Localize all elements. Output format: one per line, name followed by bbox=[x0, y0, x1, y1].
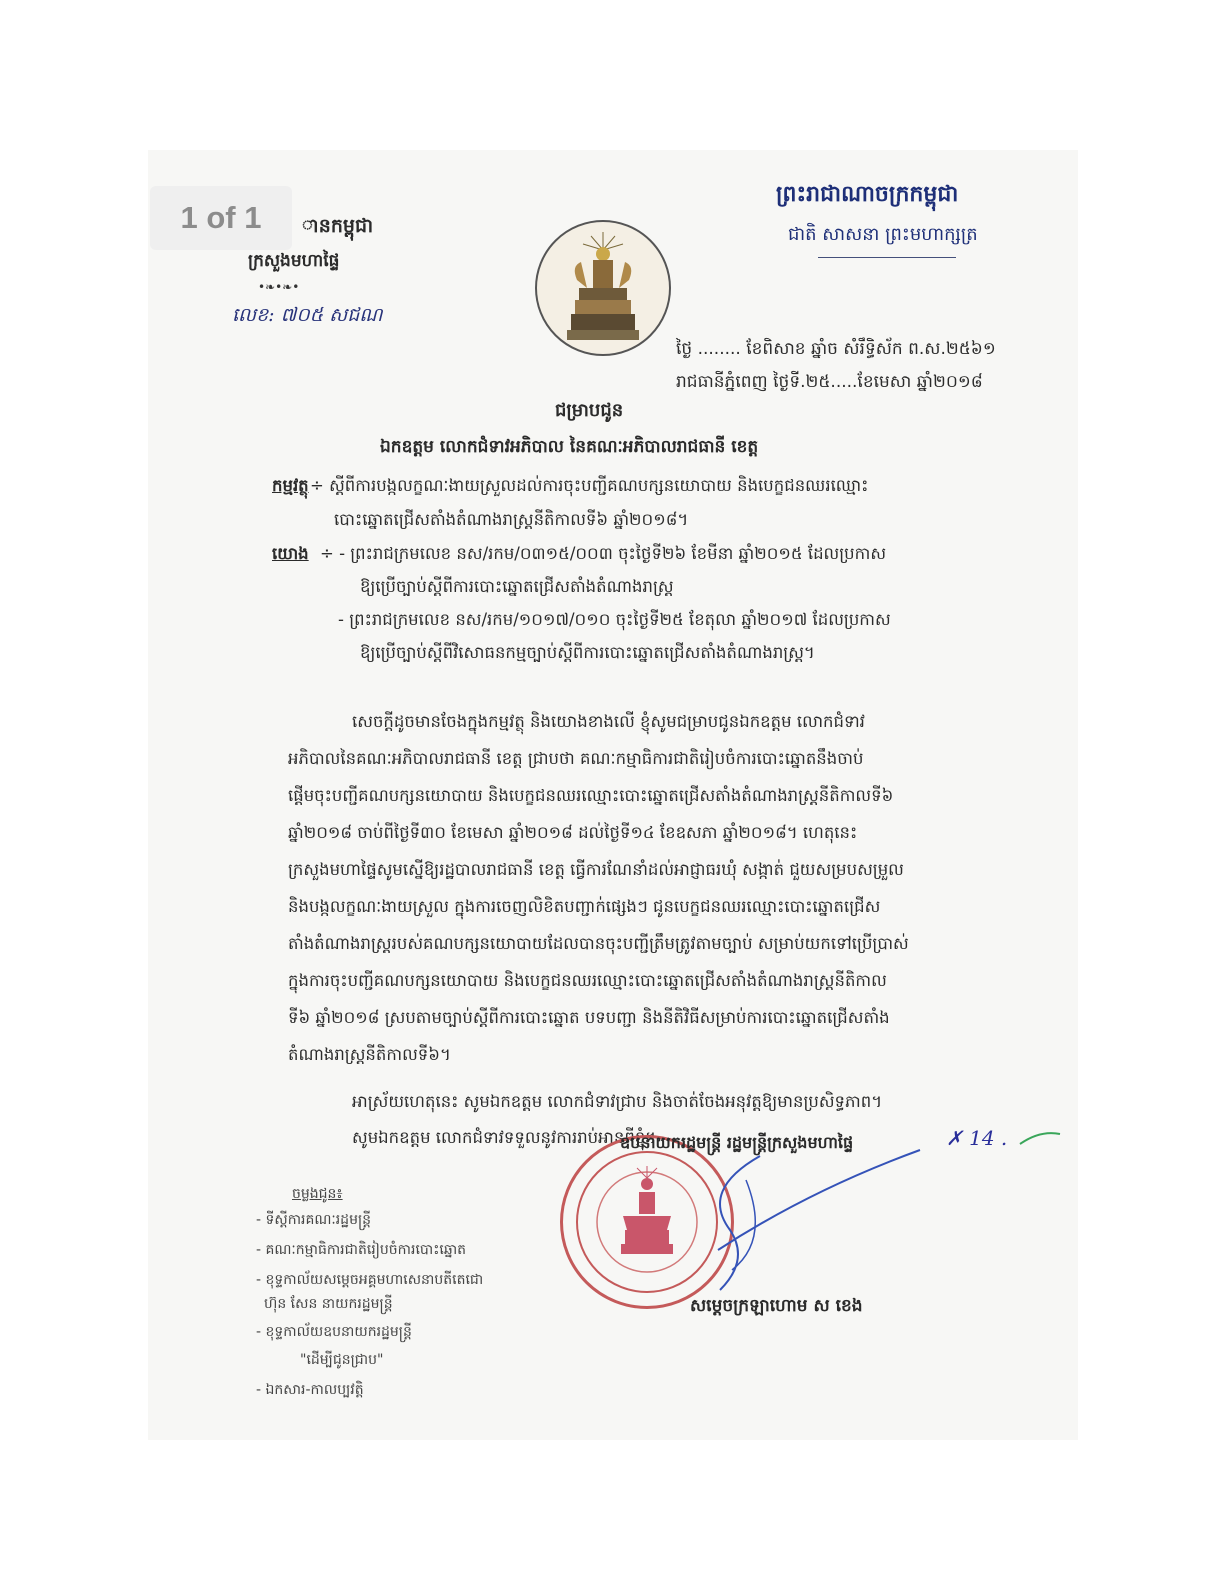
subject-line-2: បោះឆ្នោតជ្រើសតាំងតំណាងរាស្ត្រនីតិកាលទី៦ ឆ្នាំ២០១៨។ bbox=[334, 510, 689, 529]
copy-to-item: - ខុទ្ទកាល័យសម្តេចអគ្គមហាសេនាបតីតេជោ bbox=[256, 1272, 484, 1288]
copy-to-item: ហ៊ុន សែន នាយករដ្ឋមន្ត្រី bbox=[264, 1296, 393, 1312]
copy-to-item: - ខុទ្ទកាល័យឧបនាយករដ្ឋមន្ត្រី bbox=[256, 1324, 412, 1340]
body-line: ទី៦ ឆ្នាំ២០១៨ ស្របតាមច្បាប់ស្តីពីការបោះឆ្នោត បទបញ្ជា និងនីតិវិធីសម្រាប់ការបោះឆ្នោតជ្រើសតាំង bbox=[288, 1008, 890, 1027]
subject-label: កម្មវត្ថុ bbox=[272, 476, 309, 495]
ornament-divider: •❧•❧• bbox=[258, 280, 300, 294]
reference-1-line-1: ÷ - ព្រះរាជក្រមលេខ នស/រកម/០៣១៥/០០៣ ចុះថ្ងៃទី២៦ ខែមីនា ឆ្នាំ២០១៥ ដែលប្រកាស bbox=[320, 544, 887, 563]
body-line: ឆ្នាំ២០១៨ ចាប់ពីថ្ងៃទី៣០ ខែមេសា ឆ្នាំ២០១៨ ដល់ថ្ងៃទី១៤ ខែឧសភា ឆ្នាំ២០១៨។ ហេតុនេះ bbox=[288, 823, 858, 842]
copy-to-item: "ដើម្បីជូនជ្រាប" bbox=[300, 1352, 384, 1368]
subject-line-1: ÷ ស្តីពីការបង្កលក្ខណៈងាយស្រួលដល់ការចុះបញ្ជីគណបក្សនយោបាយ និងបេក្ខជនឈរឈ្មោះ bbox=[310, 476, 869, 495]
reference-2-line-1: - ព្រះរាជក្រមលេខ នស/រកម/១០១៧/០១០ ចុះថ្ងៃទី២៥ ខែតុលា ឆ្នាំ២០១៧ ដែលប្រកាស bbox=[338, 610, 891, 629]
reference-1-line-2: ឱ្យប្រើច្បាប់ស្តីពីការបោះឆ្នោតជ្រើសតាំងតំណាងរាស្ត្រ bbox=[360, 577, 674, 596]
page-indicator: 1 of 1 bbox=[150, 186, 292, 250]
body-line: តាំងតំណាងរាស្ត្ររបស់គណបក្សនយោបាយដែលបានចុះបញ្ជីត្រឹមត្រូវតាមច្បាប់ សម្រាប់យកទៅប្រើប្រាស់ bbox=[288, 934, 909, 953]
handwritten-note: ✗ 14 . bbox=[946, 1126, 1008, 1150]
to-heading: ជម្រាបជូន bbox=[555, 400, 624, 421]
reference-2-line-2: ឱ្យប្រើច្បាប់ស្តីពីវិសោធនកម្មច្បាប់ស្តីពីការបោះឆ្នោតជ្រើសតាំងតំណាងរាស្ត្រ។ bbox=[360, 643, 815, 662]
copy-to-item: - ទីស្តីការគណៈរដ្ឋមន្ត្រី bbox=[256, 1212, 372, 1228]
body-line: ផ្តើមចុះបញ្ជីគណបក្សនយោបាយ និងបេក្ខជនឈរឈ្មោះបោះឆ្នោតជ្រើសតាំងតំណាងរាស្ត្រនីតិកាលទី៦ bbox=[288, 786, 894, 805]
signatory-name: សម្តេចក្រឡាហោម ស ខេង bbox=[690, 1296, 863, 1316]
request-line: អាស្រ័យហេតុនេះ សូមឯកឧត្តម លោកជំទាវជ្រាប និងចាត់ចែងអនុវត្តឱ្យមានប្រសិទ្ធភាព។ bbox=[352, 1092, 883, 1111]
royal-emblem-icon bbox=[535, 220, 671, 356]
ministry-name: ក្រសួងមហាផ្ទៃ bbox=[248, 251, 340, 271]
motto-divider bbox=[818, 257, 956, 258]
kingdom-title: ព្រះរាជាណាចក្រកម្ពុជា bbox=[776, 182, 959, 207]
reference-label: យោង bbox=[272, 544, 309, 563]
body-line: តំណាងរាស្ត្រនីតិកាលទី៦។ bbox=[288, 1045, 451, 1064]
body-line: និងបង្កលក្ខណៈងាយស្រួល ក្នុងការចេញលិខិតបញ្ជាក់ផ្សេងៗ ជូនបេក្ខជនឈរឈ្មោះបោះឆ្នោតជ្រើស bbox=[288, 897, 881, 916]
body-line: ក្នុងការចុះបញ្ជីគណបក្សនយោបាយ និងបេក្ខជនឈរឈ្មោះបោះឆ្នោតជ្រើសតាំងតំណាងរាស្ត្រនីតិកាល bbox=[288, 971, 887, 990]
national-motto: ជាតិ សាសនា ព្រះមហាក្សត្រ bbox=[788, 224, 978, 245]
copy-to-label: ចម្លងជូន៖ bbox=[292, 1186, 343, 1202]
lunar-date: ថ្ងៃ ........ ខែពិសាខ ឆ្នាំច សំរឹទ្ធិស័ក ព.ស.២៥៦១ bbox=[676, 339, 996, 359]
copy-to-item: - ឯកសារ-កាលប្បវត្តិ bbox=[256, 1382, 364, 1398]
kingdom-name-partial: ានកម្ពុជា bbox=[302, 215, 374, 237]
reference-number: លេខ: ៧០៥ សជណ bbox=[232, 304, 383, 326]
recipient-line: ឯកឧត្តម លោកជំទាវអភិបាល នៃគណៈអភិបាលរាជធានី ខេត្ត bbox=[380, 437, 759, 457]
signatory-title: ឧបនាយករដ្ឋមន្ត្រី រដ្ឋមន្ត្រីក្រសួងមហាផ្ទៃ bbox=[620, 1133, 854, 1152]
solar-date: រាជធានីភ្នំពេញ ថ្ងៃទី.២៥.....ខែមេសា ឆ្នាំ២០១៨ bbox=[676, 372, 983, 392]
body-line: សេចក្តីដូចមានចែងក្នុងកម្មវត្ថុ និងយោងខាងលើ ខ្ញុំសូមជម្រាបជូនឯកឧត្តម លោកជំទាវ bbox=[352, 712, 865, 731]
closing-line: សូមឯកឧត្តម លោកជំទាវទទួលនូវការរាប់អានពីខ្ញុំ។ bbox=[352, 1128, 657, 1147]
signature-strokes-icon bbox=[660, 1120, 1080, 1310]
body-line: អភិបាលនៃគណៈអភិបាលរាជធានី ខេត្ត ជ្រាបថា គណៈកម្មាធិការជាតិរៀបចំការបោះឆ្នោតនឹងចាប់ bbox=[288, 749, 864, 768]
copy-to-item: - គណៈកម្មាធិការជាតិរៀបចំការបោះឆ្នោត bbox=[256, 1242, 467, 1258]
body-line: ក្រសួងមហាផ្ទៃសូមស្នើឱ្យរដ្ឋបាលរាជធានី ខេត្ត ធ្វើការណែនាំដល់អាជ្ញាធរឃុំ សង្កាត់ ជួយសម្របសម្រួល bbox=[288, 860, 904, 879]
